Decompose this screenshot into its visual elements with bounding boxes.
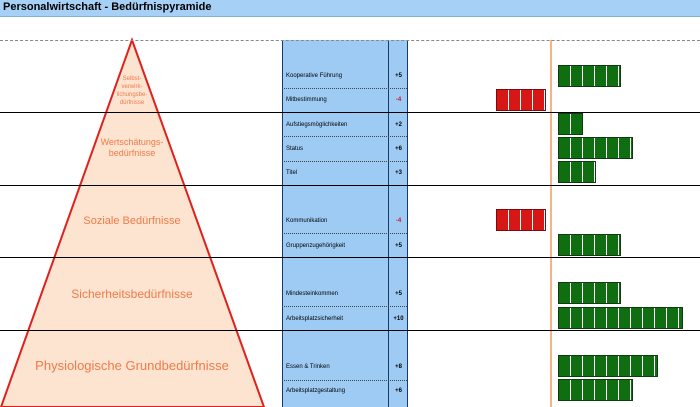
pyramid-level-safety bbox=[71, 287, 192, 301]
level-divider bbox=[0, 257, 700, 258]
page-title: Personalwirtschaft - Bedürfnispyramide bbox=[3, 1, 212, 13]
item-value: +5 bbox=[395, 291, 402, 297]
pyramid-label-line: verwirk- bbox=[121, 84, 143, 90]
item-value: -4 bbox=[395, 97, 402, 103]
pyramid-level-physiological bbox=[35, 358, 229, 373]
item-separator bbox=[282, 233, 407, 234]
level-divider bbox=[0, 330, 700, 331]
pyramid-label-line: bedürfnisse bbox=[108, 148, 156, 158]
item-value: -4 bbox=[395, 218, 402, 224]
item-separator bbox=[282, 88, 407, 89]
item-label: Titel bbox=[286, 170, 298, 176]
positive-bar bbox=[558, 65, 621, 87]
item-separator bbox=[282, 306, 407, 307]
item-value: +6 bbox=[395, 146, 402, 152]
pyramid-label-line: Soziale Bedürfnisse bbox=[83, 215, 181, 227]
item-label: Aufstiegsmöglichkeiten bbox=[286, 122, 348, 128]
positive-bar bbox=[558, 355, 658, 377]
item-value: +3 bbox=[395, 170, 402, 176]
pyramid-level-social bbox=[83, 215, 180, 227]
item-label: Mindesteinkommen bbox=[286, 291, 339, 297]
item-label: Essen & Trinken bbox=[286, 364, 330, 370]
level-divider bbox=[0, 112, 700, 113]
item-value: +5 bbox=[395, 73, 402, 79]
positive-bar bbox=[558, 282, 621, 304]
item-label: Kooperative Führung bbox=[286, 73, 343, 79]
positive-bar bbox=[558, 307, 683, 329]
pyramid-level-self-actualization bbox=[117, 75, 148, 107]
item-value: +2 bbox=[395, 122, 402, 128]
level-divider bbox=[0, 185, 700, 186]
level-divider bbox=[0, 40, 700, 41]
item-label: Mitbestimmung bbox=[286, 97, 327, 103]
negative-bar bbox=[496, 89, 546, 111]
item-label: Gruppenzugehörigkeit bbox=[286, 243, 346, 249]
pyramid-label-line: Wertschätungs- bbox=[100, 137, 164, 147]
pyramid-label-line: dürfnisse bbox=[119, 100, 145, 106]
item-label: Arbeitsplatzgestaltung bbox=[286, 388, 346, 394]
positive-bar bbox=[558, 161, 596, 183]
item-separator bbox=[282, 161, 407, 162]
item-separator bbox=[282, 380, 407, 381]
positive-bar bbox=[558, 234, 621, 256]
pyramid-label-line: Physiologische Grundbedürfnisse bbox=[35, 358, 229, 373]
pyramid-label-line: Sicherheitsbedürfnisse bbox=[71, 287, 193, 301]
item-value: +8 bbox=[395, 364, 402, 370]
item-label: Status bbox=[286, 146, 304, 152]
item-label: Arbeitsplatzsicherheit bbox=[286, 316, 344, 322]
negative-bar bbox=[496, 209, 546, 231]
item-value: +10 bbox=[393, 316, 404, 322]
item-label: Kommunikation bbox=[286, 218, 328, 224]
positive-bar bbox=[558, 113, 583, 135]
pyramid-label-line: Selbst- bbox=[122, 76, 142, 82]
pyramid-label-line: lichungsbe- bbox=[116, 92, 148, 98]
item-separator bbox=[282, 136, 407, 137]
positive-bar bbox=[558, 137, 633, 159]
positive-bar bbox=[558, 379, 633, 401]
item-value: +5 bbox=[395, 243, 402, 249]
item-value: +6 bbox=[395, 388, 402, 394]
pyramid-level-esteem bbox=[101, 137, 164, 159]
